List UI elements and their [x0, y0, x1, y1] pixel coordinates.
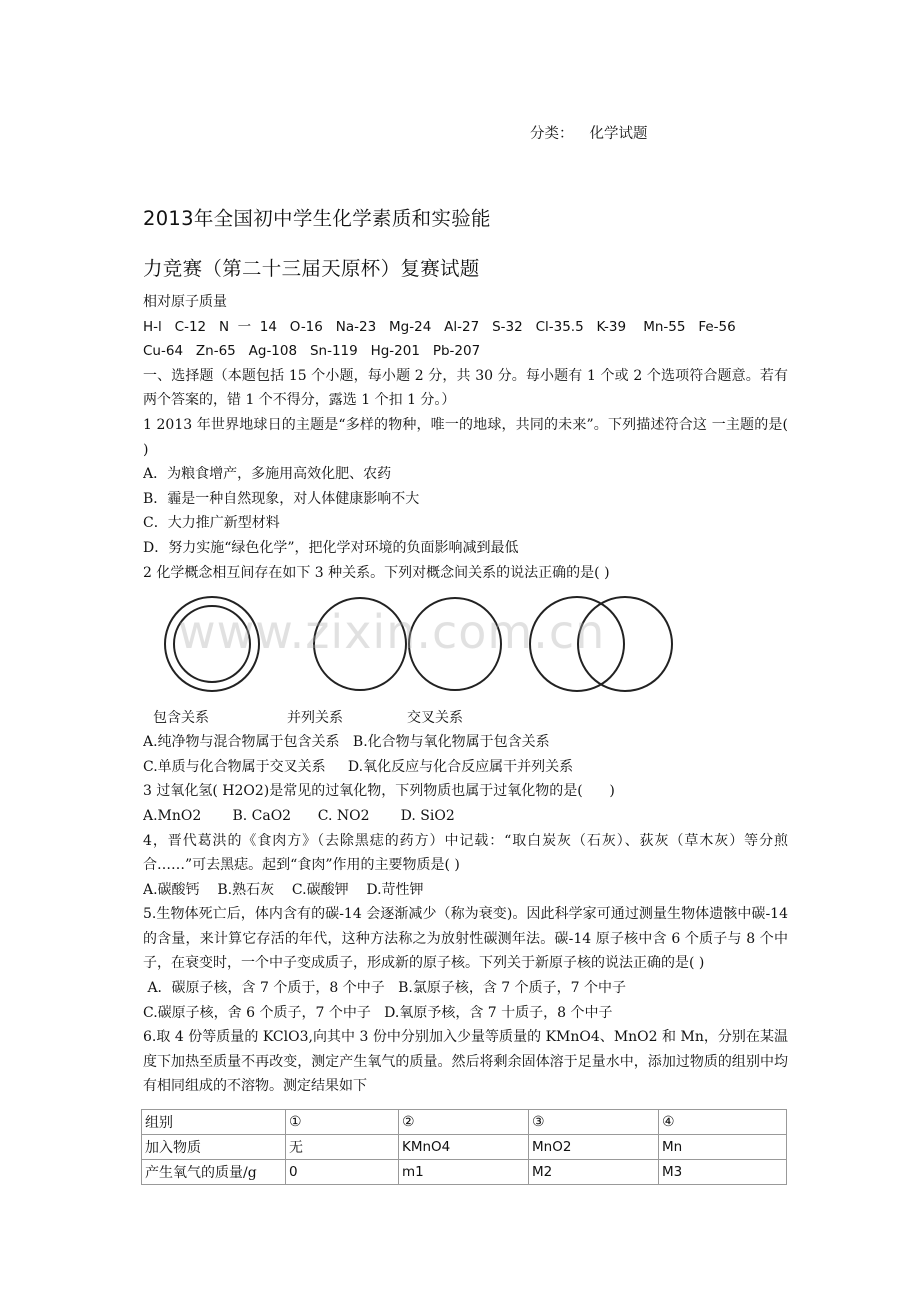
table-row: [142, 1135, 787, 1160]
watermark: www.zixin.com.cn: [178, 605, 606, 659]
table-cell: 组别: [142, 1110, 286, 1135]
q2-stem: 2 化学概念相互间存在如下 3 种关系。下列对概念间关系的说法正确的是( ): [143, 564, 610, 581]
relation-labels: [143, 706, 788, 730]
table-cell: ④: [659, 1110, 787, 1135]
category-line: [530, 122, 664, 143]
q2-options-ab: A.纯净物与混合物属于包含关系 B.化合物与氧化物属于包含关系: [143, 734, 550, 751]
q3-stem: 3 过氧化氢( H2O2)是常见的过氧化物，下列物质也属于过氧化物的是( ): [143, 783, 615, 800]
q5-options-cd: C.碳原子核，舍 6 个质子，7 个中子 D.氧原予核，含 7 十质子，8 个中子: [143, 1004, 613, 1021]
table-cell: 0: [286, 1160, 399, 1185]
category-label: 分类：: [530, 126, 574, 142]
q1-option-c: C．大力推广新型材料: [143, 515, 280, 532]
q4-stem: 4，晋代葛洪的《食肉方》（去除黑痣的药方）中记载：“取白炭灰（石灰）、荻灰（草木灰）等分煎合……”可去黑痣。起到“食肉”作用的主要物质是( ): [143, 832, 788, 874]
table-row: [142, 1110, 787, 1135]
relation-diagram: [143, 585, 788, 706]
section-intro: 一、选择题（本题包括 15 个小题，每小题 2 分，共 30 分。每小题有 1 个或 2 个选项符合题意。若有两个答案的，错 1 个不得分，露选 1 个扣 1 分。）: [143, 367, 788, 409]
q5-stem: 5.生物体死亡后，体内含有的碳-14 会逐渐减少（称为衰变)。因此科学家可通过测量生物体遗骸中碳-14 的含量，来计算它存活的年代，这种方法称之为放射性碳测年法。碳-14 原子核中含 6 个质子与 8 个中子，在衰变时，一个中子变成质子，形成新的原子核。下列关于新原子核的说法正确的是( ): [143, 906, 788, 972]
table-cell: M2: [529, 1160, 659, 1185]
q1-option-b: B．霾是一种自然现象，对人体健康影响不大: [143, 490, 420, 507]
q1-option-a: A．为粮食增产，多施用高效化肥、农药: [143, 466, 392, 483]
contain-inner-circle: [174, 606, 250, 682]
table-cell: ③: [529, 1110, 659, 1135]
table-cell: Mn: [659, 1135, 787, 1160]
q6-stem: 6.取 4 份等质量的 KClO3,向其中 3 份中分别加入少量等质量的 KMnO4、MnO2 和 Mn，分别在某温度下加热至质量不再改变，测定产生氧气的质量。然后将剩余固体溶于足量水中，添加过物质的组别中均有相同组成的不溶物。测定结果如下: [143, 1029, 788, 1095]
q3-options: A.MnO2 B. CaO2 C. NO2 D. SiO2: [143, 807, 455, 824]
q2-options-cd: C.单质与化合物属于交叉关系 D.氧化反应与化合反应属干并列关系: [143, 758, 574, 775]
q1-stem: 1 2013 年世界地球日的主题是“多样的物种，唯一的地球，共同的未来”。下列描述符合这 一主题的是( ): [143, 416, 788, 458]
results-table: [141, 1109, 787, 1185]
title-line-1: 2013年全国初中学生化学素质和实验能: [143, 207, 491, 230]
table-row: [142, 1160, 787, 1185]
table-cell: ①: [286, 1110, 399, 1135]
parallel-circle-right: [409, 598, 501, 690]
table-cell: m1: [399, 1160, 529, 1185]
q4-options: A.碳酸钙 B.熟石灰 C.碳酸钾 D.苛性钾: [143, 881, 424, 898]
category-value: 化学试题: [589, 126, 648, 142]
contain-outer-circle: [165, 597, 259, 691]
table-cell: ②: [399, 1110, 529, 1135]
atomic-mass-heading: 相对原子质量: [143, 294, 227, 310]
relation-circles: [143, 585, 788, 706]
table-cell: M3: [659, 1160, 787, 1185]
table-cell: KMnO4: [399, 1135, 529, 1160]
label-cross: 交叉关系: [407, 710, 463, 727]
table-cell: 加入物质: [142, 1135, 286, 1160]
atomic-mass-line-2: Cu-64 Zn-65 Ag-108 Sn-119 Hg-201 Pb-207: [143, 343, 481, 360]
parallel-circle-left: [314, 598, 406, 690]
table-cell: 无: [286, 1135, 399, 1160]
atomic-mass-line-1: H-l C-12 N 一 14 O-16 Na-23 Mg-24 Al-27 S-32 Cl-35.5 K-39 Mn-55 Fe-56: [143, 318, 736, 335]
q5-options-ab: A．碳原子核，含 7 个质于，8 个中子 B.氯原子核，含 7 个质子，7 个中子: [143, 980, 626, 997]
table-cell: 产生氧气的质量/g: [142, 1160, 286, 1185]
label-parallel: 并列关系: [287, 710, 343, 727]
label-contain: 包含关系: [153, 710, 209, 727]
table-cell: MnO2: [529, 1135, 659, 1160]
title-line-2: 力竞赛（第二十三届天原杯）复赛试题: [143, 257, 480, 280]
q1-option-d: D．努力实施“绿色化学”，把化学对环境的负面影响减到最低: [143, 539, 519, 556]
exam-body: [143, 290, 788, 1099]
